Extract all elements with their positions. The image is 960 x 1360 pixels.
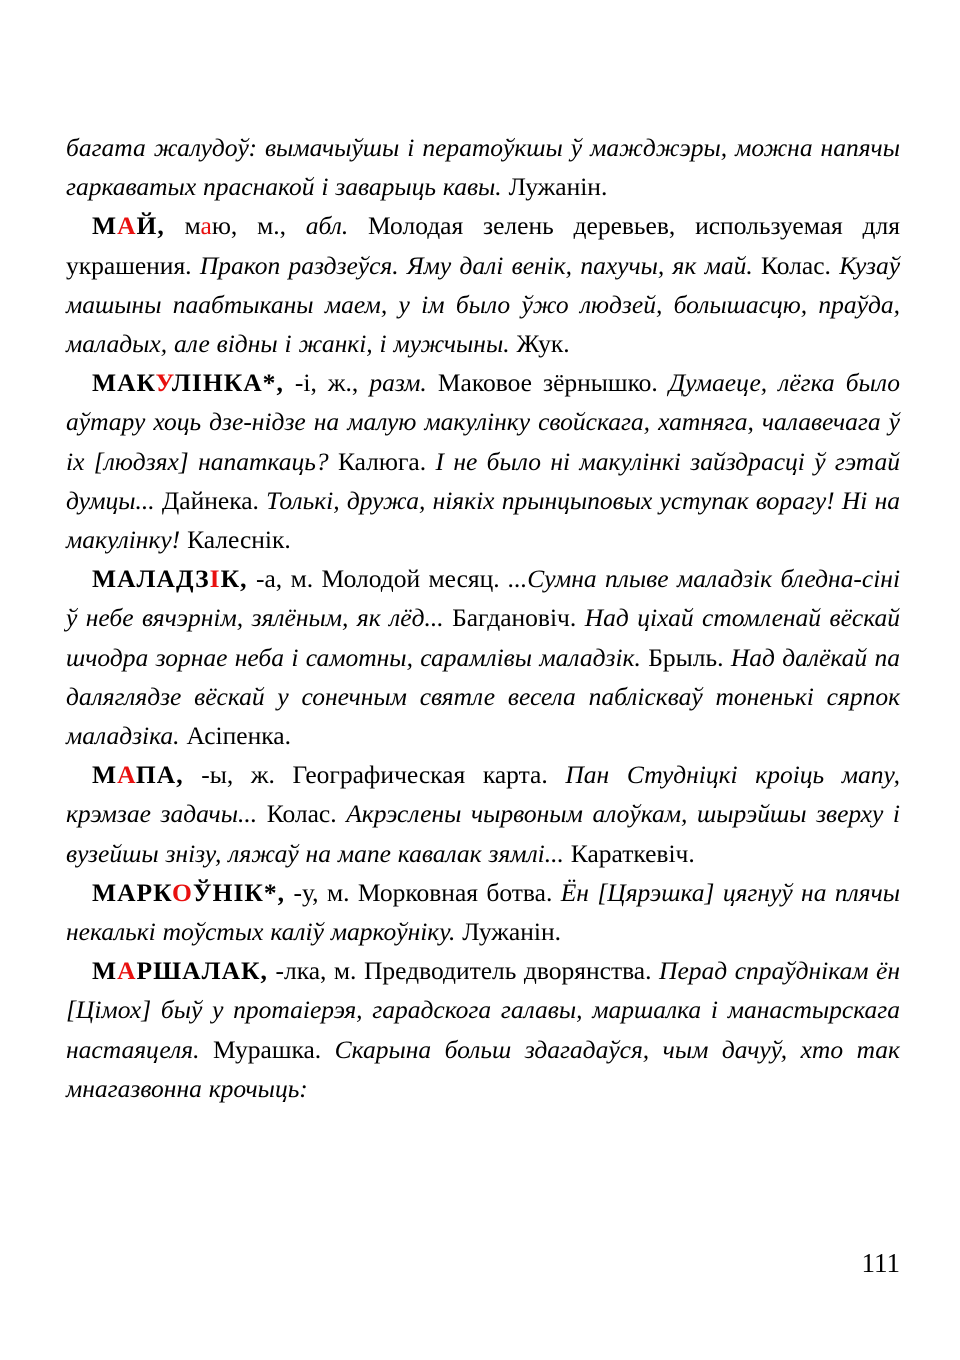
inflection-part-before: м [184,211,201,241]
usage-label: разм. [369,368,427,398]
citation-text: Скарына больш здагадаўся, чым дачуў, хто так мнагазвонна крочыць: [66,1034,900,1103]
headword-stressed-vowel: І [209,564,221,594]
inflection [185,211,286,240]
headword-part-after: Й, [136,211,165,241]
citation-author: Брыль. [648,642,724,672]
citation-text: Над далёкай па даляглядзе вёскай у сонечным святле весела пабліскваў тоненькі сярпок маладзіка. [66,642,901,751]
headword-part-before: МАЛАДЗ [92,564,210,594]
dictionary-entry-makulinka [66,363,900,559]
headword [92,956,268,985]
citation-author: Лужанін. [508,172,608,202]
headword-part-before: МАК [92,368,156,398]
citation-text: Думаеце, лёгка было аўтару хоць дзе-нідзе на малую макулінку свойскага, хатняга, чалавечага ў іх [людзях] напаткаць? [66,368,900,476]
citation-author: Лужанін. [462,917,561,947]
headword-part-before: МАРК [92,877,172,907]
citation-author: Багдановіч. [452,603,577,633]
headword-part-after: ЎНІК*, [192,877,286,907]
citation-author: Асіпенка. [186,721,291,751]
headword [92,760,184,789]
page-number: 111 [861,1248,900,1278]
dictionary-entry-mapa [66,755,900,873]
headword-part-after: РШАЛАК, [136,956,268,986]
citation-author: Калюга. [337,446,427,476]
citation-text: Пракоп раздзеўся. Яму далі венік, пахучы, як май. [199,250,753,280]
citation-text: Толькі, дружа, ніякіх прынцыповых уступак ворагу! Ні на макулінку! [66,485,900,555]
citation-text: Перад спраўднікам ён [Цімох] быў у протаіерэя, гарадскога галавы, маршалка і манастырскага настаяцеля. [66,956,901,1064]
citation-text: Пан Студніцкі кроіць мапу, крэмзае задачы... [66,760,900,829]
citation-text: ...Сумна плыве маладзік бледна-сіні ў небе вячэрнім, зялёным, як лёд... [66,564,901,633]
citation-author: Колас. [266,799,337,829]
headword-part-before: М [92,211,118,241]
headword-part-before: М [92,956,118,986]
citation-text: Ён [Цярэшка] цягнуў на плячы некалькі тоўстых каліў маркоўніку. [66,877,901,947]
text-column [66,128,900,1108]
dictionary-entry-marshalak [66,951,900,1108]
gloss: Молодой месяц. [321,564,500,594]
headword [92,878,285,907]
usage-label: абл. [305,211,349,241]
inflection: -лка, м. [275,956,357,986]
citation-text: Над ціхай стомленай вёскай шчодра зорнае неба і самотны, сарамлівы маладзік. [66,603,901,672]
gloss: Маковое зёрнышко. [437,368,658,398]
gloss: Морковная ботва. [357,877,553,907]
inflection-part-after: ю, м., [211,211,286,241]
headword-part-after: ЛІНКА*, [171,368,284,398]
dictionary-entry-maladzik [66,559,900,755]
citation-author: Дайнека. [161,485,259,515]
citation-text: І не было ні макулінкі зайздрасці ў гэтай думцы... [66,446,900,515]
gloss: Молодая зелень деревьев, используемая для украшения. [66,211,900,280]
citation-text: Кузаў машыны паабтыканы маем, у ім было ўжо людзей, болышасцю, праўда, маладых, але відны і жанкі, і мужчыны. [66,250,901,359]
inflection: -і, ж., [294,368,359,398]
inflection: -у, м. [293,877,350,907]
citation-author: Караткевіч. [570,838,695,868]
inflection: -а, м. [255,564,314,594]
headword-stressed-vowel: О [172,877,193,907]
dictionary-entry-maj [66,206,900,363]
citation-author: Жук. [516,329,570,359]
inflection: -ы, ж. [201,760,275,790]
citation-author: Колас. [761,250,831,280]
citation-text: Акрэслены чырвоным алоўкам, шырэйшы зверху і вузейшы знізу, ляжаў на мапе кавалак зямлі... [66,799,900,868]
gloss: Географическая карта. [292,760,548,790]
headword-stressed-vowel: А [117,956,137,986]
citation-author: Мурашка. [212,1034,322,1064]
headword [92,368,284,397]
gloss: Предводитель дворянства. [363,956,652,986]
headword [92,211,165,240]
headword-stressed-vowel: У [155,368,172,398]
inflection-stressed-vowel: а [200,211,212,241]
citation-text: багата жалудоў: вымачыўшы і ператоўкшы ў мажджэры, можна напячы гаркаватых праснакой і заварыць кавы. [66,133,900,202]
headword-part-before: М [92,760,118,790]
headword-stressed-vowel: А [117,760,136,790]
headword-part-after: К, [220,564,248,594]
headword [92,564,248,593]
paragraph-continuation [66,128,900,206]
dictionary-entry-markounik [66,873,900,951]
headword-part-after: ПА, [135,760,184,790]
citation-author: Калеснік. [187,525,291,555]
headword-stressed-vowel: А [117,211,137,241]
